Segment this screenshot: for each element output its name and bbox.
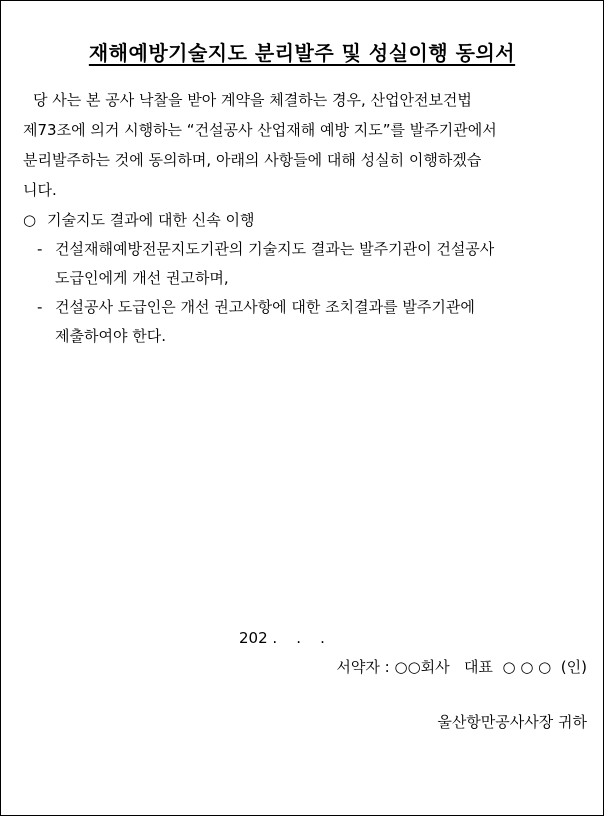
intro-line-3: 분리발주하는 것에 동의하며, 아래의 사항들에 대해 성실히 이행하겠습 — [23, 151, 482, 169]
list-item-line: 건설재해예방전문지도기관의 기술지도 결과는 발주기관이 건설공사 — [55, 240, 495, 258]
intro-paragraph — [23, 85, 589, 205]
commitment-section — [23, 206, 589, 351]
signer-line: 서약자 : ○○회사 대표 ○ ○ ○ (인) — [336, 658, 587, 676]
list-item — [23, 293, 589, 351]
section-heading: 기술지도 결과에 대한 신속 이행 — [47, 211, 255, 229]
date-line: 202 . . . — [239, 629, 325, 647]
list-item-line: 제출하여야 한다. — [55, 327, 166, 345]
addressee-line: 울산항만공사사장 귀하 — [437, 713, 587, 731]
document-title: 재해예방기술지도 분리발주 및 성실이행 동의서 — [88, 41, 516, 65]
dash-bullet-icon: - — [37, 240, 43, 258]
intro-line-4: 니다. — [23, 181, 57, 199]
dash-bullet-icon: - — [37, 298, 43, 316]
circle-bullet-icon: ○ — [23, 211, 37, 229]
section-heading-row — [23, 206, 589, 235]
list-item — [23, 235, 589, 293]
list-item-line: 도급인에게 개선 권고하며, — [55, 269, 229, 287]
intro-line-2: 제73조에 의거 시행하는 “건설공사 산업재해 예방 지도”를 발주기관에서 — [23, 121, 497, 139]
intro-line-1: 당 사는 본 공사 낙찰을 받아 계약을 체결하는 경우, 산업안전보건법 — [33, 91, 472, 109]
list-item-line: 건설공사 도급인은 개선 권고사항에 대한 조치결과를 발주기관에 — [55, 298, 475, 316]
